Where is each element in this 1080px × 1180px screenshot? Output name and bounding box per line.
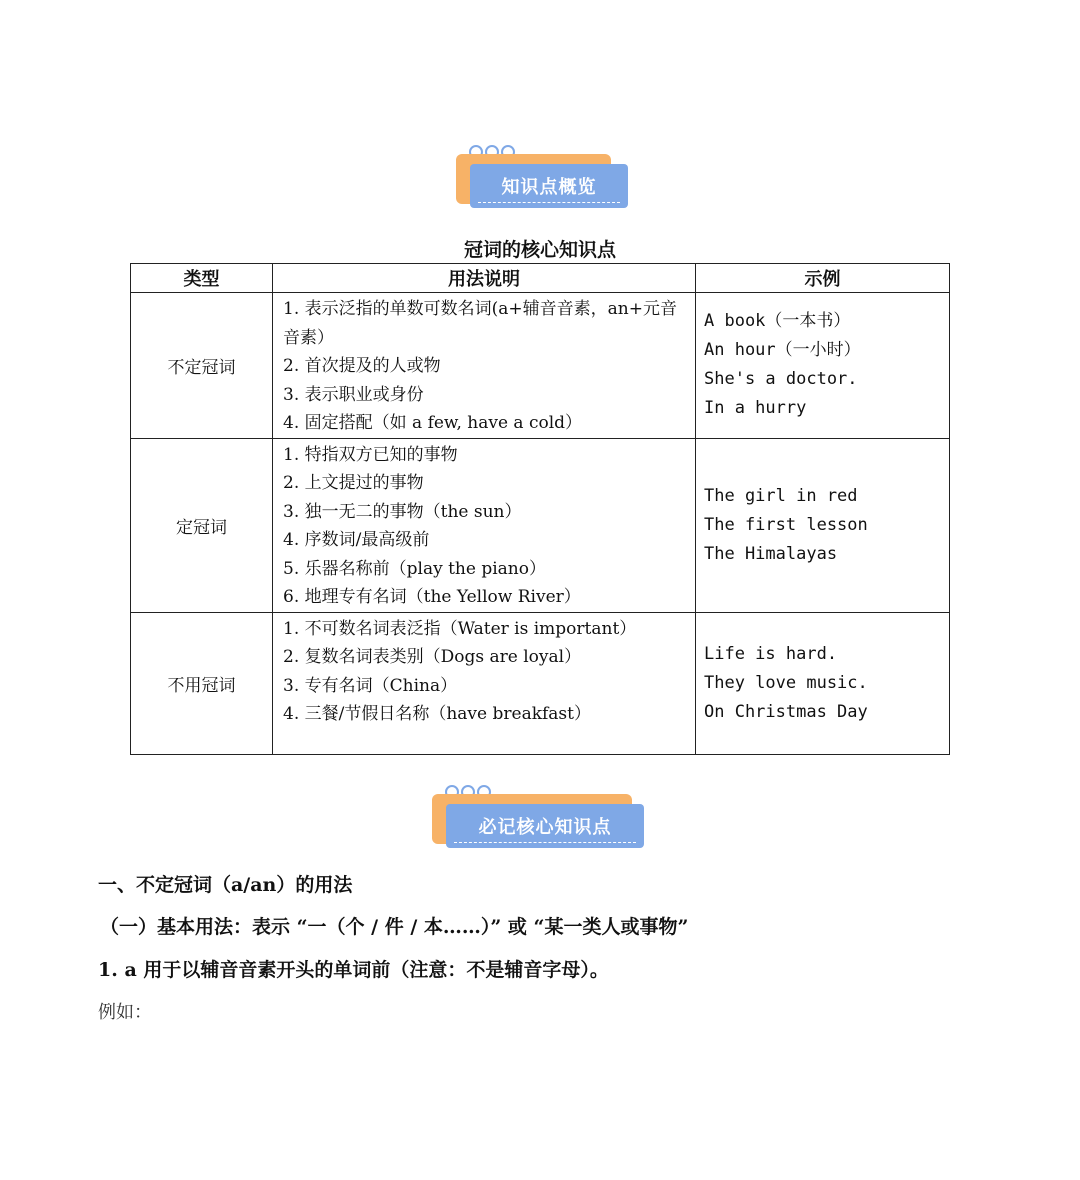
table-title: 冠词的核心知识点 bbox=[463, 239, 616, 261]
column-header: 示例 bbox=[696, 264, 950, 293]
table-row bbox=[131, 438, 950, 612]
example-item: The girl in red bbox=[704, 485, 858, 506]
usage-item: 3. 表示职业或身份 bbox=[283, 384, 424, 405]
section-heading: 一、不定冠词（a/an）的用法 bbox=[98, 874, 353, 896]
example-item: On Christmas Day bbox=[704, 701, 868, 722]
badge-label: 必记核心知识点 bbox=[446, 804, 644, 848]
usage-item: 2. 首次提及的人或物 bbox=[283, 356, 441, 376]
example-item: She's a doctor. bbox=[704, 369, 858, 390]
badge-label: 知识点概览 bbox=[470, 164, 628, 208]
usage-item: 4. 固定搭配（如 a few, have a cold） bbox=[283, 413, 583, 433]
section-badge-overview bbox=[456, 146, 636, 216]
column-header: 类型 bbox=[131, 264, 273, 293]
example-cell bbox=[696, 438, 950, 612]
type-cell: 定冠词 bbox=[131, 438, 273, 612]
example-item: The Himalayas bbox=[704, 543, 838, 564]
usage-item: 4. 序数词/最高级前 bbox=[283, 530, 430, 550]
section-badge-core bbox=[432, 786, 612, 856]
usage-cell bbox=[273, 612, 696, 754]
example-item: In a hurry bbox=[704, 398, 807, 419]
usage-item: 1. 特指双方已知的事物 bbox=[283, 444, 458, 465]
usage-item: 3. 专有名词（China） bbox=[283, 675, 458, 696]
example-item: A book（一本书） bbox=[704, 311, 851, 332]
usage-item: 2. 上文提过的事物 bbox=[283, 473, 424, 493]
usage-item: 1. 不可数名词表泛指（Water is important） bbox=[283, 618, 637, 639]
example-intro: 例如： bbox=[98, 1002, 152, 1023]
example-item: Life is hard. bbox=[704, 643, 838, 664]
type-cell: 不定冠词 bbox=[131, 293, 273, 439]
type-cell: 不用冠词 bbox=[131, 612, 273, 754]
usage-item: 5. 乐器名称前（play the piano） bbox=[283, 558, 546, 579]
rule-heading: 1. a 用于以辅音音素开头的单词前（注意：不是辅音字母）。 bbox=[98, 959, 609, 981]
table-header-row bbox=[131, 264, 950, 293]
example-cell bbox=[696, 612, 950, 754]
usage-item: 6. 地理专有名词（the Yellow River） bbox=[283, 587, 581, 607]
table-row bbox=[131, 612, 950, 754]
table-row bbox=[131, 293, 950, 439]
example-item: An hour（一小时） bbox=[704, 340, 861, 361]
usage-item: 1. 表示泛指的单数可数名词(a+辅音音素，an+元音音素） bbox=[283, 299, 677, 348]
usage-item: 3. 独一无二的事物（the sun） bbox=[283, 501, 522, 522]
usage-item: 4. 三餐/节假日名称（have breakfast） bbox=[283, 704, 591, 724]
usage-item: 2. 复数名词表类别（Dogs are loyal） bbox=[283, 647, 582, 667]
example-item: They love music. bbox=[704, 672, 868, 693]
usage-cell bbox=[273, 293, 696, 439]
subsection-heading: （一）基本用法：表示 “一（个 / 件 / 本……）” 或 “某一类人或事物” bbox=[100, 916, 689, 938]
articles-table bbox=[130, 263, 950, 755]
example-item: The first lesson bbox=[704, 514, 868, 535]
column-header: 用法说明 bbox=[273, 264, 696, 293]
usage-cell bbox=[273, 438, 696, 612]
example-cell bbox=[696, 293, 950, 439]
